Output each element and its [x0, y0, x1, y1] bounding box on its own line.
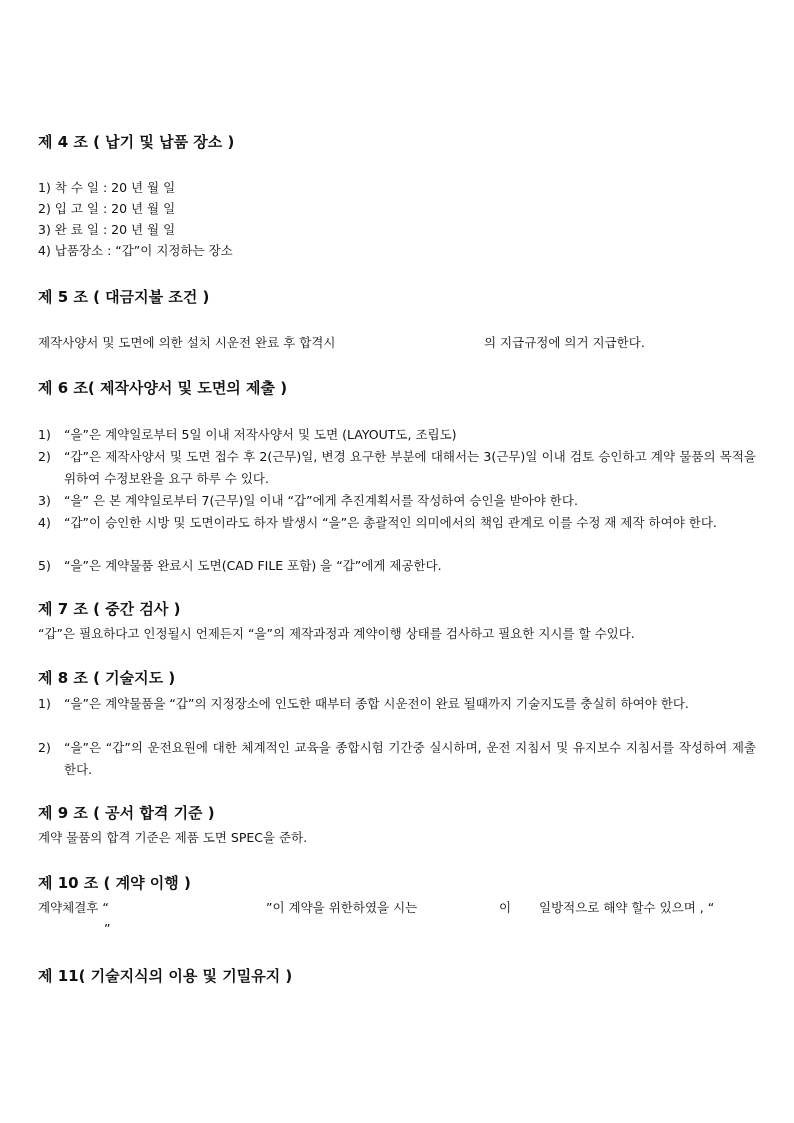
s10-part-2: ”이 계약을 위한하였을 시는 [266, 900, 418, 915]
s10-part-4: 일방적으로 해약 할수 있으며 , “ [539, 900, 715, 915]
section-8-title: 제 8 조 ( 기술지도 ) [38, 669, 176, 687]
s6-item-1-num: 1) [38, 427, 51, 442]
section-10-title: 제 10 조 ( 계약 이행 ) [38, 874, 191, 892]
section-5-title: 제 5 조 ( 대금지불 조건 ) [38, 288, 210, 306]
s10-part-1: 계약체결후 “ [38, 900, 109, 915]
s5-text-b: 의 지급규정에 의거 지급한다. [484, 335, 645, 350]
s8-item-1-text: “을”은 계약물품을 “갑”의 지정장소에 인도한 때부터 종합 시운전이 완료 될때까지 기술지도를 충실히 하여야 한다. [64, 696, 689, 711]
s6-item-2-num: 2) [38, 449, 51, 464]
s6-item-3-text: “을” 은 본 계약일로부터 7(근무)일 이내 “갑”에게 추진계획서를 작성하여 승인을 받아야 한다. [64, 493, 578, 508]
section-7-title: 제 7 조 ( 중간 검사 ) [38, 600, 181, 618]
s5-text-a: 제작사양서 및 도면에 의한 설치 시운전 완료 후 합격시 [38, 335, 336, 350]
s4-line-2: 2) 입 고 일 : 20 년 월 일 [38, 201, 176, 216]
section-11-title: 제 11( 기술지식의 이용 및 기밀유지 ) [38, 967, 293, 985]
s8-item-1-num: 1) [38, 696, 51, 711]
section-6-title: 제 6 조( 제작사양서 및 도면의 제출 ) [38, 379, 288, 397]
s8-item-2 [38, 737, 756, 781]
s10-part-3: 이 [499, 900, 512, 915]
s6-item-4-num: 4) [38, 515, 51, 530]
s6-item-1-text: “을”은 계약일로부터 5일 이내 저작사양서 및 도면 (LAYOUT도, 조립도) [64, 427, 457, 442]
s6-item-4 [38, 512, 756, 534]
s6-item-3 [38, 490, 756, 512]
s4-line-4: 4) 납품장소 : “갑”이 지정하는 장소 [38, 243, 233, 258]
s6-item-2 [38, 446, 756, 490]
s8-item-2-num: 2) [38, 740, 51, 755]
s6-item-4-text: “갑”이 승인한 시방 및 도면이라도 하자 발생시 “을”은 총괄적인 의미에서의 책임 관계로 이를 수정 재 제작 하여야 한다. [64, 515, 717, 530]
s7-text: “갑”은 필요하다고 인정될시 언제든지 “을”의 제작과정과 계약이행 상태를 검사하고 필요한 지시를 할 수있다. [38, 626, 635, 641]
s4-line-3: 3) 완 료 일 : 20 년 월 일 [38, 222, 176, 237]
s8-item-2-text: “을”은 “갑”의 운전요원에 대한 체계적인 교육을 종합시험 기간중 실시하며, 운전 지침서 및 유지보수 지침서를 작성하여 제출한다. [64, 740, 756, 777]
s6-item-1 [38, 424, 756, 446]
s10-part-5: ” [104, 921, 111, 936]
s6-item-5 [38, 555, 756, 577]
section-4-title: 제 4 조 ( 납기 및 납품 장소 ) [38, 133, 235, 151]
s9-text: 계약 물품의 합격 기준은 제품 도면 SPEC을 준하. [38, 830, 308, 845]
s6-item-2-text: “갑”은 제작사양서 및 도면 접수 후 2(근무)일, 변경 요구한 부분에 대해서는 3(근무)일 이내 검토 승인하고 계약 물품의 목적을 위하여 수정보완을 요구 하루 수 있다. [64, 449, 756, 486]
s6-item-5-text: “을”은 계약물품 완료시 도면(CAD FILE 포함) 을 “갑”에게 제공한다. [64, 558, 442, 573]
s6-item-3-num: 3) [38, 493, 51, 508]
s4-line-1: 1) 착 수 일 : 20 년 월 일 [38, 180, 176, 195]
section-9-title: 제 9 조 ( 공서 합격 기준 ) [38, 804, 215, 822]
s6-item-5-num: 5) [38, 558, 51, 573]
s8-item-1 [38, 693, 756, 715]
